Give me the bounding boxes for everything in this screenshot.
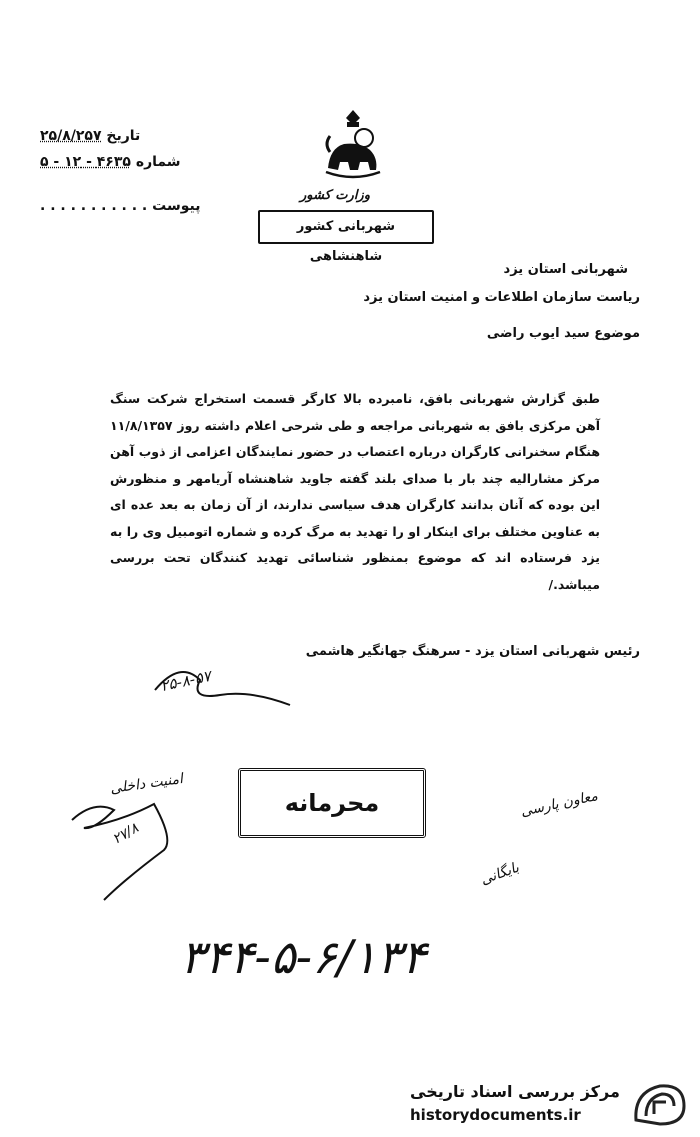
- date-line: [40, 128, 140, 144]
- archive-logo-icon: [630, 1080, 688, 1128]
- subject-label: موضوع: [594, 326, 640, 341]
- subject-line: [487, 326, 640, 341]
- note-left-number: ۲۷/۸: [109, 820, 142, 848]
- signature-scribble-icon: [150, 650, 300, 720]
- archive-number: ۳۴۴-۵-۶/۱۳۴: [180, 930, 427, 984]
- ministry-name: وزارت کشور: [300, 188, 370, 203]
- date-label: تاریخ: [106, 128, 141, 144]
- recipient-line-1: شهربانی استان یزد: [503, 262, 628, 277]
- date-value: ۲۵/۸/۲۵۷: [40, 128, 102, 144]
- lion-and-sun-emblem-icon: [320, 108, 386, 184]
- handwritten-flourish-icon: [64, 790, 194, 910]
- watermark-url: historydocuments.ir: [410, 1106, 581, 1124]
- number-label: شماره: [135, 154, 181, 170]
- confidential-stamp: محرمانه: [238, 768, 426, 838]
- number-line: [40, 154, 181, 170]
- note-left: امنیت داخلی: [109, 770, 184, 798]
- letter-body: طبق گزارش شهربانی بافق، نامبرده بالا کارگر قسمت استخراج شرکت سنگ آهن مرکزی بافق به شهربانی مراجعه و طی شرحی اعلام داشته روز ۱۱/۸/۱۳۵۷ هنگام سخنرانی کارگران درباره اعتصاب در حضور نمایندگان اعزامی از ذوب آهن مرکز مشارالیه چند بار با صدای بلند گفته جاوید شاهنشاه آریامهر و منظورش این بوده که آنان بدانند کارگران هدف سیاسی ندارند، از آن زمان به بعد عده ای به عناوین مختلف برای اینکار او را تهدید به مرگ کرده و شماره اتومبیل وی را به یزد فرستاده اند که موضوع بمنظور شناسائی تهدید کنندگان تحت بررسی میباشد./: [110, 391, 600, 592]
- note-right-2: بایگانی: [478, 859, 522, 889]
- note-right: معاون پارسی: [519, 788, 600, 820]
- signature-line: رئیس شهربانی استان یزد - سرهنگ جهانگیر هاشمی: [305, 644, 640, 659]
- recipient-line-2: ریاست سازمان اطلاعات و امنیت استان یزد: [363, 290, 640, 305]
- number-value: ۴۶۳۵ - ۱۲ - ۵: [40, 154, 131, 170]
- attachment-line: پیوست . . . . . . . . . . .: [40, 198, 201, 214]
- watermark-name: مرکز بررسی اسناد تاریخی: [410, 1082, 620, 1101]
- signature-date: ۲۵-۸-۵۷: [158, 666, 213, 696]
- subject-value: سید ایوب راضی: [486, 326, 590, 341]
- office-name: شهربانی کشور شاهنشاهی: [258, 210, 434, 244]
- attachment-label: پیوست: [152, 198, 201, 214]
